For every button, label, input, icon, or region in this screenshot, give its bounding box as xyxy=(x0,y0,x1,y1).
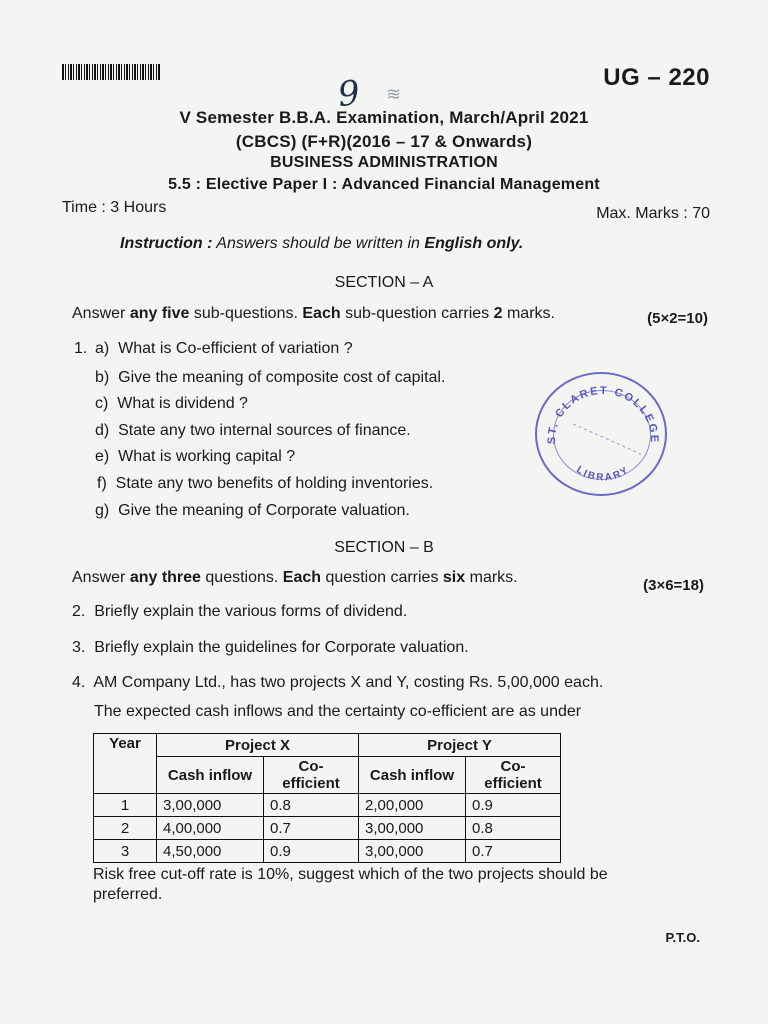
handwritten-scribble: ≋ xyxy=(386,84,402,104)
instruction-part: six xyxy=(442,569,466,586)
handwritten-note: 9 xyxy=(335,72,362,116)
cell-x-cash: 3,00,000 xyxy=(157,794,264,817)
header-y-coef: Co-efficient xyxy=(466,757,561,794)
question-number: 1. xyxy=(74,340,88,357)
instruction-part: marks. xyxy=(469,569,518,586)
instruction-part: sub-question carries xyxy=(345,305,490,322)
sub-question-label: f) xyxy=(97,475,107,492)
cell-year: 3 xyxy=(94,840,157,863)
sub-question xyxy=(95,340,353,358)
instruction-language: English only. xyxy=(424,235,524,252)
sub-question-text: State any two internal sources of finance. xyxy=(118,422,411,439)
sub-question-label: g) xyxy=(95,502,110,519)
table-header-row xyxy=(94,734,561,757)
question xyxy=(72,603,407,621)
sub-question xyxy=(97,475,433,493)
instruction-part: sub-questions. xyxy=(193,305,298,322)
sub-question xyxy=(95,422,411,440)
sub-question-text: What is Co-efficient of variation ? xyxy=(118,340,353,357)
cell-y-coef: 0.8 xyxy=(466,817,561,840)
exam-title: V Semester B.B.A. Examination, March/April 2021 xyxy=(179,108,589,127)
section-b-marks: (3×6=18) xyxy=(643,577,704,594)
section-b-instruction xyxy=(72,569,518,587)
instruction-part: any three xyxy=(129,569,201,586)
header-y-cash: Cash inflow xyxy=(359,757,466,794)
cell-x-coef: 0.9 xyxy=(264,840,359,863)
instruction-part: any five xyxy=(129,305,190,322)
library-stamp xyxy=(535,372,667,496)
question-text: AM Company Ltd., has two projects X and Y, costing Rs. 5,00,000 each. xyxy=(93,674,604,691)
cell-x-coef: 0.8 xyxy=(264,794,359,817)
instruction-text: Answers should be written in xyxy=(216,235,420,252)
question-number: 3. xyxy=(72,639,86,656)
cell-x-cash: 4,00,000 xyxy=(157,817,264,840)
pto-note: P.T.O. xyxy=(665,930,700,945)
instruction-part: question carries xyxy=(325,569,439,586)
instruction-part: marks. xyxy=(506,305,555,322)
cash-inflow-table xyxy=(93,733,561,863)
cell-x-coef: 0.7 xyxy=(264,817,359,840)
section-a-marks: (5×2=10) xyxy=(647,310,708,327)
question-text: Briefly explain the guidelines for Corporate valuation. xyxy=(94,639,469,656)
question xyxy=(72,639,469,657)
svg-text:ST. CLARET COLLEGE xyxy=(546,385,660,444)
barcode xyxy=(62,64,160,80)
header-x-cash: Cash inflow xyxy=(157,757,264,794)
sub-question-text: What is dividend ? xyxy=(117,395,248,412)
table-subheader-row xyxy=(94,757,561,794)
question-4-footer-cont: preferred. xyxy=(93,886,163,903)
header-x-coef: Co-efficient xyxy=(264,757,359,794)
cell-y-cash: 3,00,000 xyxy=(359,840,466,863)
instruction-label: Instruction : xyxy=(120,235,213,252)
question-text: Briefly explain the various forms of dividend. xyxy=(94,603,408,620)
table-row xyxy=(94,840,561,863)
sub-question xyxy=(95,395,248,413)
instruction-part: Answer xyxy=(72,569,126,586)
paper-title: 5.5 : Elective Paper I : Advanced Financial Management xyxy=(168,176,600,193)
subject-name: BUSINESS ADMINISTRATION xyxy=(270,154,498,171)
instruction-part: Answer xyxy=(72,305,126,322)
cell-year: 2 xyxy=(94,817,157,840)
exam-scheme: (CBCS) (F+R)(2016 – 17 & Onwards) xyxy=(235,132,533,151)
cell-year: 1 xyxy=(94,794,157,817)
sub-question xyxy=(95,502,410,520)
question-4-line2: The expected cash inflows and the certainty co-efficient are as under xyxy=(94,703,582,720)
section-b-title: SECTION – B xyxy=(334,539,434,556)
time-allowed: Time : 3 Hours xyxy=(62,199,167,216)
table-row xyxy=(94,817,561,840)
table-row xyxy=(94,794,561,817)
instruction-part: questions. xyxy=(205,569,279,586)
instruction xyxy=(120,235,523,253)
sub-question-text: Give the meaning of Corporate valuation. xyxy=(118,502,410,519)
sub-question-label: e) xyxy=(95,448,110,465)
sub-question xyxy=(95,448,295,466)
sub-question-label: c) xyxy=(95,395,109,412)
sub-question-label: b) xyxy=(95,369,110,386)
sub-question-label: d) xyxy=(95,422,110,439)
sub-question-text: Give the meaning of composite cost of capital. xyxy=(118,369,446,386)
instruction-part: Each xyxy=(282,569,322,586)
header-project-y: Project Y xyxy=(359,734,561,757)
stamp-bottom-text: LIBRARY xyxy=(574,464,632,484)
question-number: 2. xyxy=(72,603,86,620)
sub-question-text: State any two benefits of holding inventories. xyxy=(115,475,434,492)
sub-question xyxy=(95,369,445,387)
header-year: Year xyxy=(94,734,157,794)
cell-y-cash: 2,00,000 xyxy=(359,794,466,817)
question-number: 4. xyxy=(72,674,86,691)
cell-y-cash: 3,00,000 xyxy=(359,817,466,840)
instruction-part: 2 xyxy=(493,305,503,322)
stamp-graphic xyxy=(537,374,669,498)
sub-question-label: a) xyxy=(95,340,110,357)
svg-text:LIBRARY xyxy=(574,464,632,483)
cell-y-coef: 0.7 xyxy=(466,840,561,863)
cell-y-coef: 0.9 xyxy=(466,794,561,817)
question-4-footer: Risk free cut-off rate is 10%, suggest which of the two projects should be xyxy=(93,866,608,883)
paper-code: UG – 220 xyxy=(603,64,710,91)
section-a-title: SECTION – A xyxy=(334,274,434,291)
max-marks: Max. Marks : 70 xyxy=(596,205,710,222)
sub-question-text: What is working capital ? xyxy=(118,448,296,465)
section-a-instruction xyxy=(72,305,555,323)
cell-x-cash: 4,50,000 xyxy=(157,840,264,863)
question xyxy=(72,674,603,692)
instruction-part: Each xyxy=(302,305,341,322)
stamp-top-text: ST. CLARET COLLEGE xyxy=(545,384,661,445)
header-project-x: Project X xyxy=(157,734,359,757)
